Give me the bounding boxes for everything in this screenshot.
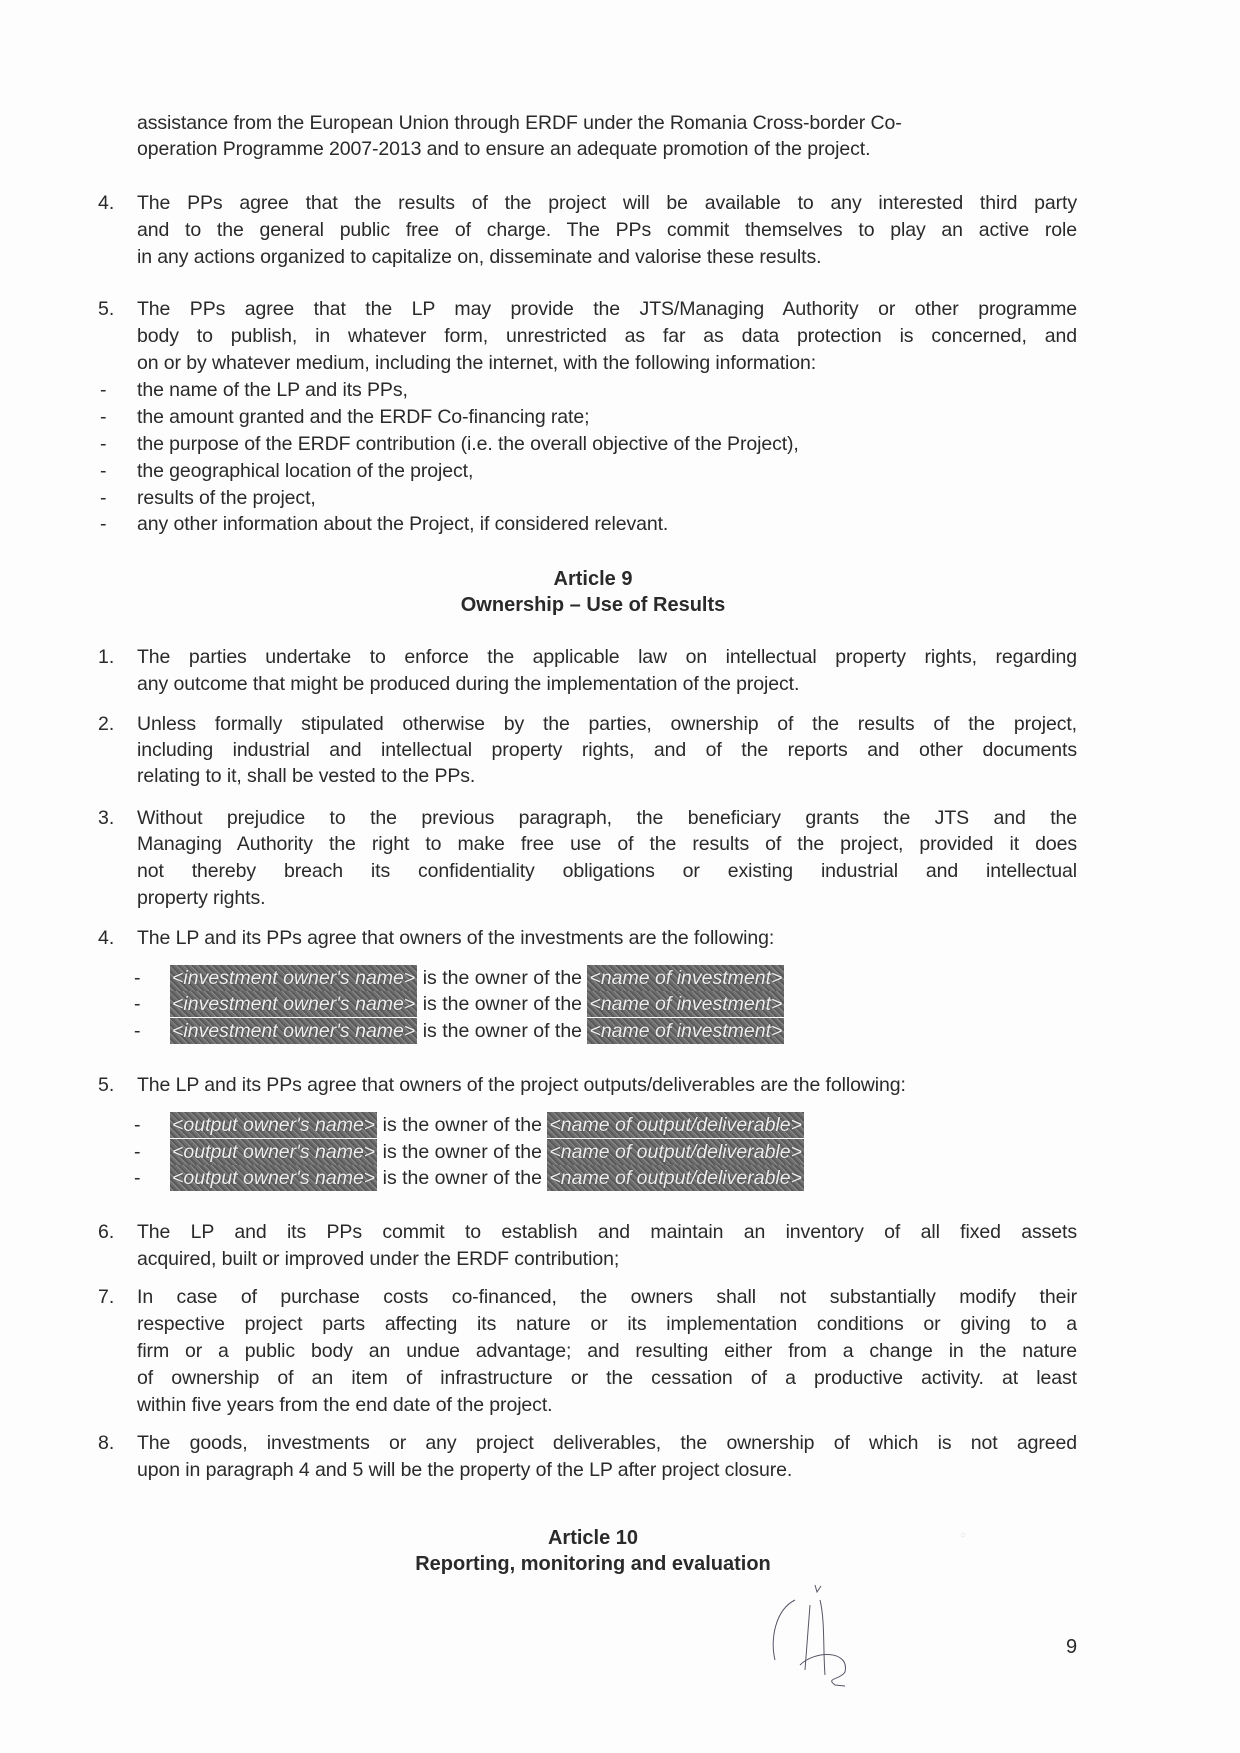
item-number: 6.: [98, 1221, 115, 1243]
item-number: 2.: [98, 713, 115, 735]
paragraph-line: Unless formally stipulated otherwise by the parties, ownership of the results of the project,: [137, 713, 1077, 735]
paragraph-line: The PPs agree that the LP may provide the JTS/Managing Authority or other programme: [137, 298, 1077, 320]
paragraph-line: not thereby breach its confidentiality obligations or existing industrial and intellectual: [137, 860, 1077, 882]
investment-owner-placeholder: <investment owner's name>: [172, 993, 416, 1015]
bullet-dash: -: [100, 513, 107, 535]
paragraph-line: The LP and its PPs commit to establish and maintain an inventory of all fixed assets: [137, 1221, 1077, 1243]
stamp-mark: ○: [960, 1530, 967, 1541]
paragraph-line: relating to it, shall be vested to the PPs.: [137, 765, 476, 787]
item-number: 3.: [98, 807, 115, 829]
investment-owner-placeholder: <investment owner's name>: [172, 967, 416, 989]
paragraph-line: of ownership of an item of infrastructure or the cessation of a productive activity. at least: [137, 1367, 1077, 1389]
item-number: 4.: [98, 192, 115, 214]
paragraph-line: acquired, built or improved under the ERDF contribution;: [137, 1248, 620, 1270]
paragraph-line: assistance from the European Union through ERDF under the Romania Cross-border Co-: [137, 112, 902, 134]
connector-text: is the owner of the: [382, 1141, 542, 1163]
investment-name-placeholder: <name of investment>: [589, 993, 783, 1015]
item-number: 1.: [98, 646, 115, 668]
paragraph-line: The LP and its PPs agree that owners of the project outputs/deliverables are the following:: [137, 1074, 906, 1096]
article-10-title: Reporting, monitoring and evaluation: [415, 1553, 771, 1575]
paragraph-line: and to the general public free of charge. The PPs commit themselves to play an active role: [137, 219, 1077, 241]
investment-owner-row: [170, 1018, 784, 1044]
bullet-dash: -: [134, 967, 141, 989]
paragraph-line: upon in paragraph 4 and 5 will be the property of the LP after project closure.: [137, 1459, 793, 1481]
investment-owner-row: [170, 965, 784, 991]
connector-text: is the owner of the: [422, 967, 583, 989]
paragraph-line: The LP and its PPs agree that owners of the investments are the following:: [137, 927, 775, 949]
investment-owner-placeholder: <investment owner's name>: [172, 1020, 416, 1042]
item-number: 4.: [98, 927, 115, 949]
paragraph-line: body to publish, in whatever form, unrestricted as far as data protection is concerned, and: [137, 325, 1077, 347]
bullet-dash: -: [134, 1167, 141, 1189]
connector-text: is the owner of the: [382, 1167, 542, 1189]
output-owner-placeholder: <output owner's name>: [172, 1167, 376, 1189]
bullet-item: the purpose of the ERDF contribution (i.e. the overall objective of the Project),: [137, 433, 799, 455]
paragraph-line: within five years from the end date of the project.: [137, 1394, 553, 1416]
output-name-placeholder: <name of output/deliverable>: [549, 1141, 802, 1163]
article-10-number: Article 10: [547, 1527, 639, 1549]
paragraph-line: any outcome that might be produced during the implementation of the project.: [137, 673, 800, 695]
paragraph-line: The parties undertake to enforce the applicable law on intellectual property rights, regarding: [137, 646, 1077, 668]
paragraph-line: in any actions organized to capitalize on, disseminate and valorise these results.: [137, 246, 822, 268]
article-9-title: Ownership – Use of Results: [460, 594, 726, 616]
investment-name-placeholder: <name of investment>: [589, 967, 783, 989]
connector-text: is the owner of the: [422, 1020, 583, 1042]
output-owner-row: [170, 1165, 804, 1191]
bullet-dash: -: [134, 1114, 141, 1136]
paragraph-line: respective project parts affecting its nature or its implementation conditions or giving to a: [137, 1313, 1077, 1335]
item-number: 7.: [98, 1286, 115, 1308]
output-name-placeholder: <name of output/deliverable>: [549, 1114, 802, 1136]
paragraph-line: operation Programme 2007-2013 and to ensure an adequate promotion of the project.: [137, 138, 871, 160]
connector-text: is the owner of the: [382, 1114, 542, 1136]
item-number: 8.: [98, 1432, 115, 1454]
paragraph-line: Managing Authority the right to make free use of the results of the project, provided it does: [137, 833, 1077, 855]
output-owner-placeholder: <output owner's name>: [172, 1114, 376, 1136]
signature-icon: [765, 1580, 875, 1690]
page-number: 9: [1066, 1636, 1078, 1658]
bullet-dash: -: [100, 406, 107, 428]
connector-text: is the owner of the: [422, 993, 583, 1015]
paragraph-line: property rights.: [137, 887, 266, 909]
item-number: 5.: [98, 1074, 115, 1096]
bullet-item: any other information about the Project, if considered relevant.: [137, 513, 669, 535]
paragraph-line: firm or a public body an undue advantage; and resulting either from a change in the nature: [137, 1340, 1077, 1362]
bullet-dash: -: [134, 1020, 141, 1042]
bullet-item: the name of the LP and its PPs,: [137, 379, 408, 401]
investment-name-placeholder: <name of investment>: [589, 1020, 783, 1042]
bullet-dash: -: [100, 379, 107, 401]
paragraph-line: The PPs agree that the results of the project will be available to any interested third party: [137, 192, 1077, 214]
bullet-item: the geographical location of the project,: [137, 460, 474, 482]
paragraph-line: In case of purchase costs co-financed, the owners shall not substantially modify their: [137, 1286, 1077, 1308]
output-owner-row: [170, 1139, 804, 1165]
bullet-dash: -: [134, 1141, 141, 1163]
bullet-dash: -: [100, 487, 107, 509]
paragraph-line: Without prejudice to the previous paragraph, the beneficiary grants the JTS and the: [137, 807, 1077, 829]
paragraph-line: on or by whatever medium, including the internet, with the following information:: [137, 352, 817, 374]
bullet-dash: -: [134, 993, 141, 1015]
paragraph-line: including industrial and intellectual property rights, and of the reports and other documents: [137, 739, 1077, 761]
bullet-item: the amount granted and the ERDF Co-financing rate;: [137, 406, 590, 428]
output-name-placeholder: <name of output/deliverable>: [549, 1167, 802, 1189]
paragraph-line: The goods, investments or any project deliverables, the ownership of which is not agreed: [137, 1432, 1077, 1454]
output-owner-row: [170, 1112, 804, 1138]
item-number: 5.: [98, 298, 115, 320]
investment-owner-row: [170, 991, 784, 1017]
output-owner-placeholder: <output owner's name>: [172, 1141, 376, 1163]
article-9-number: Article 9: [553, 568, 633, 590]
bullet-item: results of the project,: [137, 487, 316, 509]
bullet-dash: -: [100, 460, 107, 482]
bullet-dash: -: [100, 433, 107, 455]
